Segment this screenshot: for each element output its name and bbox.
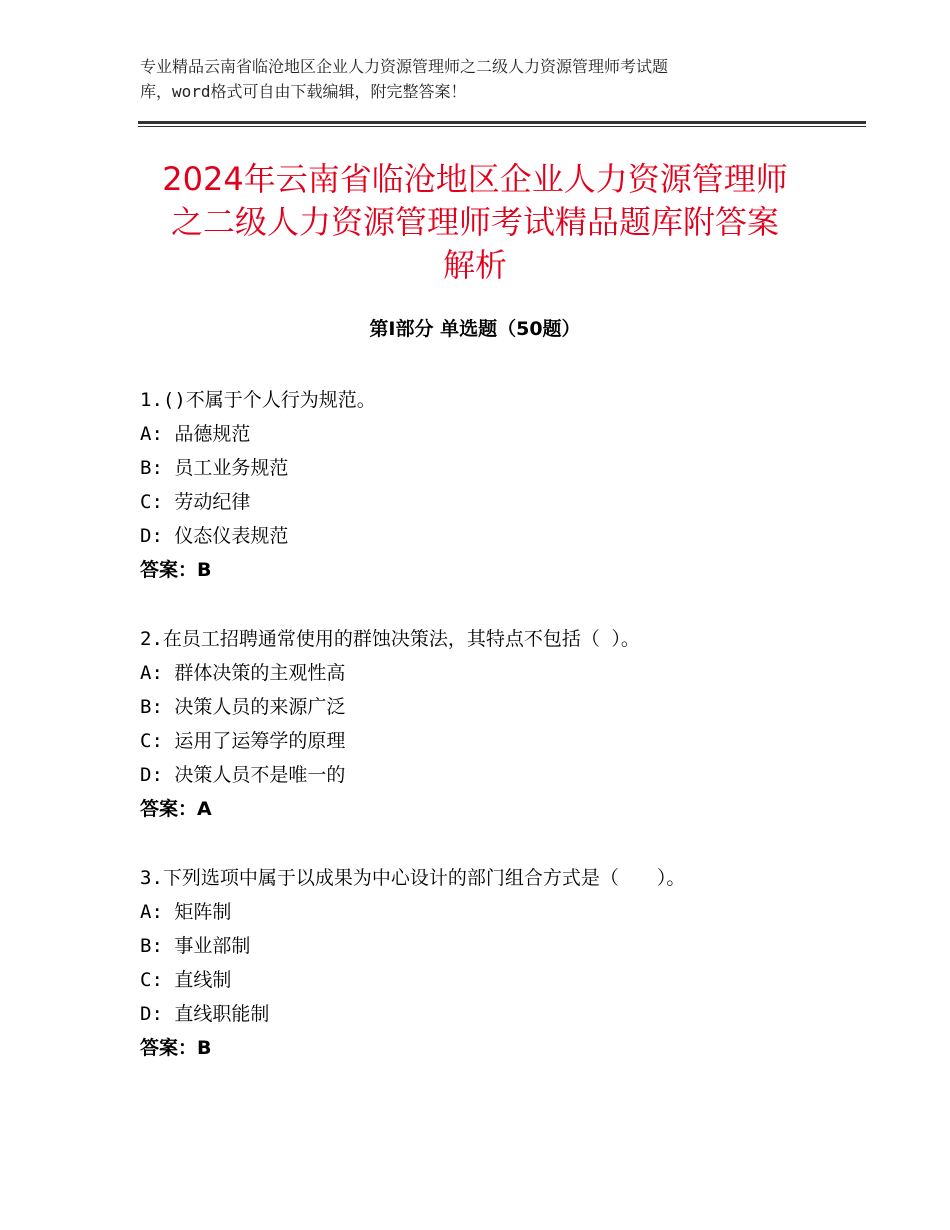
option-b: B: 员工业务规范 (140, 457, 289, 479)
question-item (140, 383, 840, 587)
question-stem: 3.下列选项中属于以成果为中心设计的部门组合方式是（ ）。 (140, 867, 686, 889)
option-b: B: 决策人员的来源广泛 (140, 696, 346, 718)
title-line-1: 2024年云南省临沧地区企业人力资源管理师 (162, 160, 788, 198)
option-d: D: 决策人员不是唯一的 (140, 764, 346, 786)
title-line-3: 解析 (442, 246, 507, 284)
question-item (140, 861, 840, 1065)
option-a: A: 群体决策的主观性高 (140, 662, 346, 684)
question-item (140, 622, 840, 826)
document-title (138, 158, 812, 287)
option-d: D: 直线职能制 (140, 1003, 270, 1025)
question-stem: 1.()不属于个人行为规范。 (140, 389, 376, 411)
option-c: C: 直线制 (140, 969, 232, 991)
title-line-2: 之二级人力资源管理师考试精品题库附答案 (170, 203, 779, 241)
answer-label: 答案：A (140, 798, 212, 820)
question-stem: 2.在员工招聘通常使用的群蚀决策法，其特点不包括（ ）。 (140, 628, 640, 650)
option-d: D: 仪态仪表规范 (140, 525, 289, 547)
option-c: C: 运用了运筹学的原理 (140, 730, 346, 752)
answer-label: 答案：B (140, 559, 212, 581)
question-list (140, 383, 840, 1100)
header-divider-thick (138, 121, 866, 124)
header-divider-thin (138, 126, 866, 127)
option-b: B: 事业部制 (140, 935, 251, 957)
header-note-line-2: 库，word格式可自由下载编辑，附完整答案！ (140, 82, 467, 101)
section-heading: 第Ⅰ部分 单选题（50题） (369, 318, 581, 340)
option-a: A: 矩阵制 (140, 901, 232, 923)
header-note-line-1: 专业精品云南省临沧地区企业人力资源管理师之二级人力资源管理师考试题 (140, 57, 669, 76)
document-header-note (140, 54, 800, 104)
answer-label: 答案：B (140, 1037, 212, 1059)
option-c: C: 劳动纪律 (140, 491, 251, 513)
option-a: A: 品德规范 (140, 423, 251, 445)
